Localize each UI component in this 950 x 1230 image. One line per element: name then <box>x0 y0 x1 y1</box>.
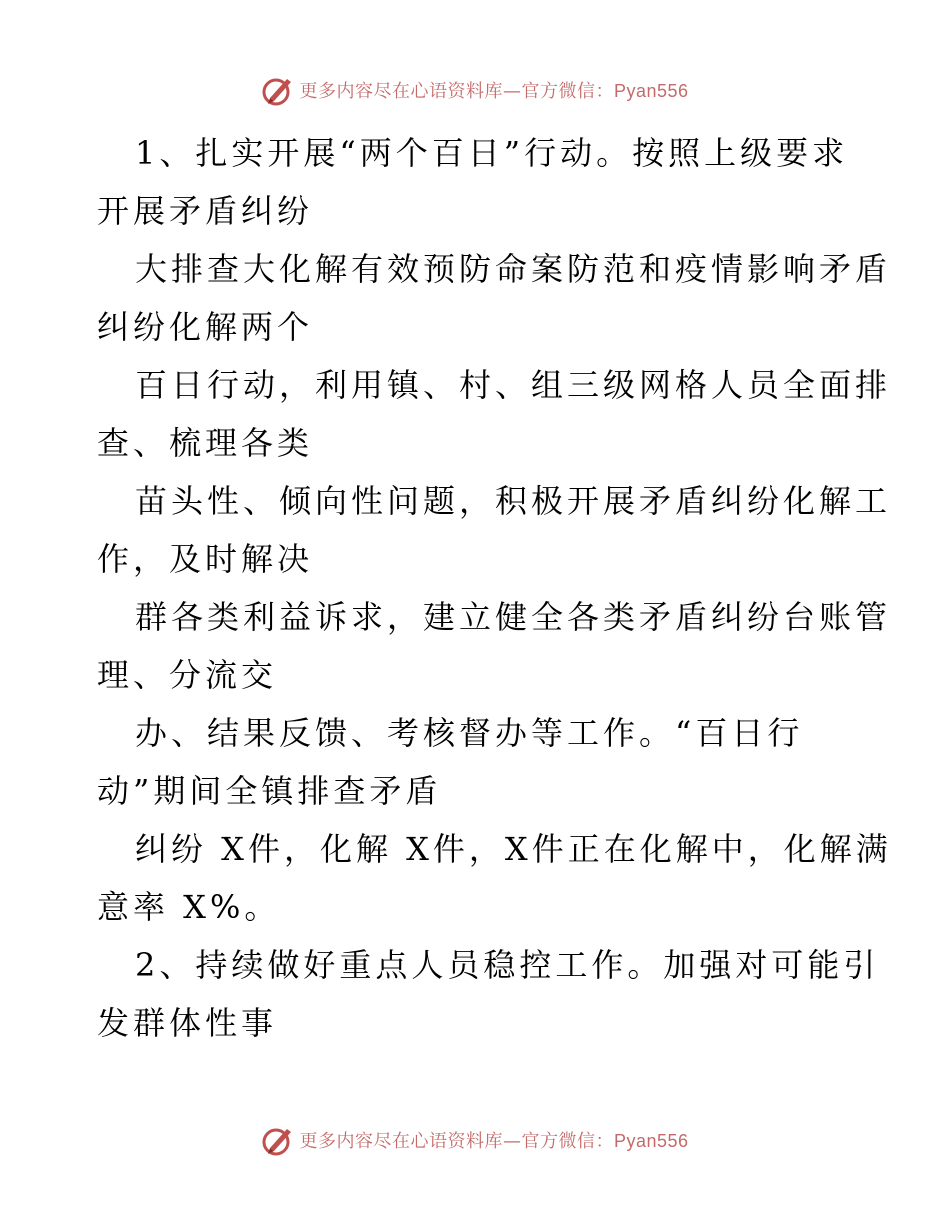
text-line: 查、梳理各类 <box>97 424 314 462</box>
pen-logo-icon <box>261 73 295 107</box>
text-line: 群各类利益诉求，建立健全各类矛盾纠纷台账管 <box>135 598 892 636</box>
text-line: 百日行动，利用镇、村、组三级网格人员全面排 <box>135 366 892 404</box>
header-watermark <box>0 70 950 110</box>
text-line: 开展矛盾纠纷 <box>97 192 314 230</box>
text-line: 理、分流交 <box>97 656 278 694</box>
text-line: 意率 X%。 <box>97 888 281 926</box>
text-line: 办、结果反馈、考核督办等工作。“百日行 <box>135 714 804 752</box>
text-line: 纠纷 X件，化解 X件，X件正在化解中，化解满 <box>135 830 892 868</box>
text-line: 动”期间全镇排查矛盾 <box>97 772 442 810</box>
banner-text: 更多内容尽在心语资料库—官方微信： <box>299 1131 614 1152</box>
text-line: 发群体性事 <box>97 1004 278 1042</box>
banner-wechat-id: Pyan556 <box>613 1131 689 1151</box>
text-line: 作，及时解决 <box>97 540 314 578</box>
text-line: 苗头性、倾向性问题，积极开展矛盾纠纷化解工 <box>135 482 892 520</box>
text-line: 2、持续做好重点人员稳控工作。加强对可能引 <box>135 946 880 984</box>
text-line: 1、扎实开展“两个百日”行动。按照上级要求 <box>135 134 849 172</box>
document-body <box>97 124 892 1052</box>
pen-logo-icon <box>261 1123 295 1157</box>
text-line: 纠纷化解两个 <box>97 308 314 346</box>
banner-text: 更多内容尽在心语资料库—官方微信： <box>299 81 614 102</box>
footer-watermark <box>0 1120 950 1160</box>
text-line: 大排查大化解有效预防命案防范和疫情影响矛盾 <box>135 250 892 288</box>
banner-wechat-id: Pyan556 <box>613 81 689 101</box>
